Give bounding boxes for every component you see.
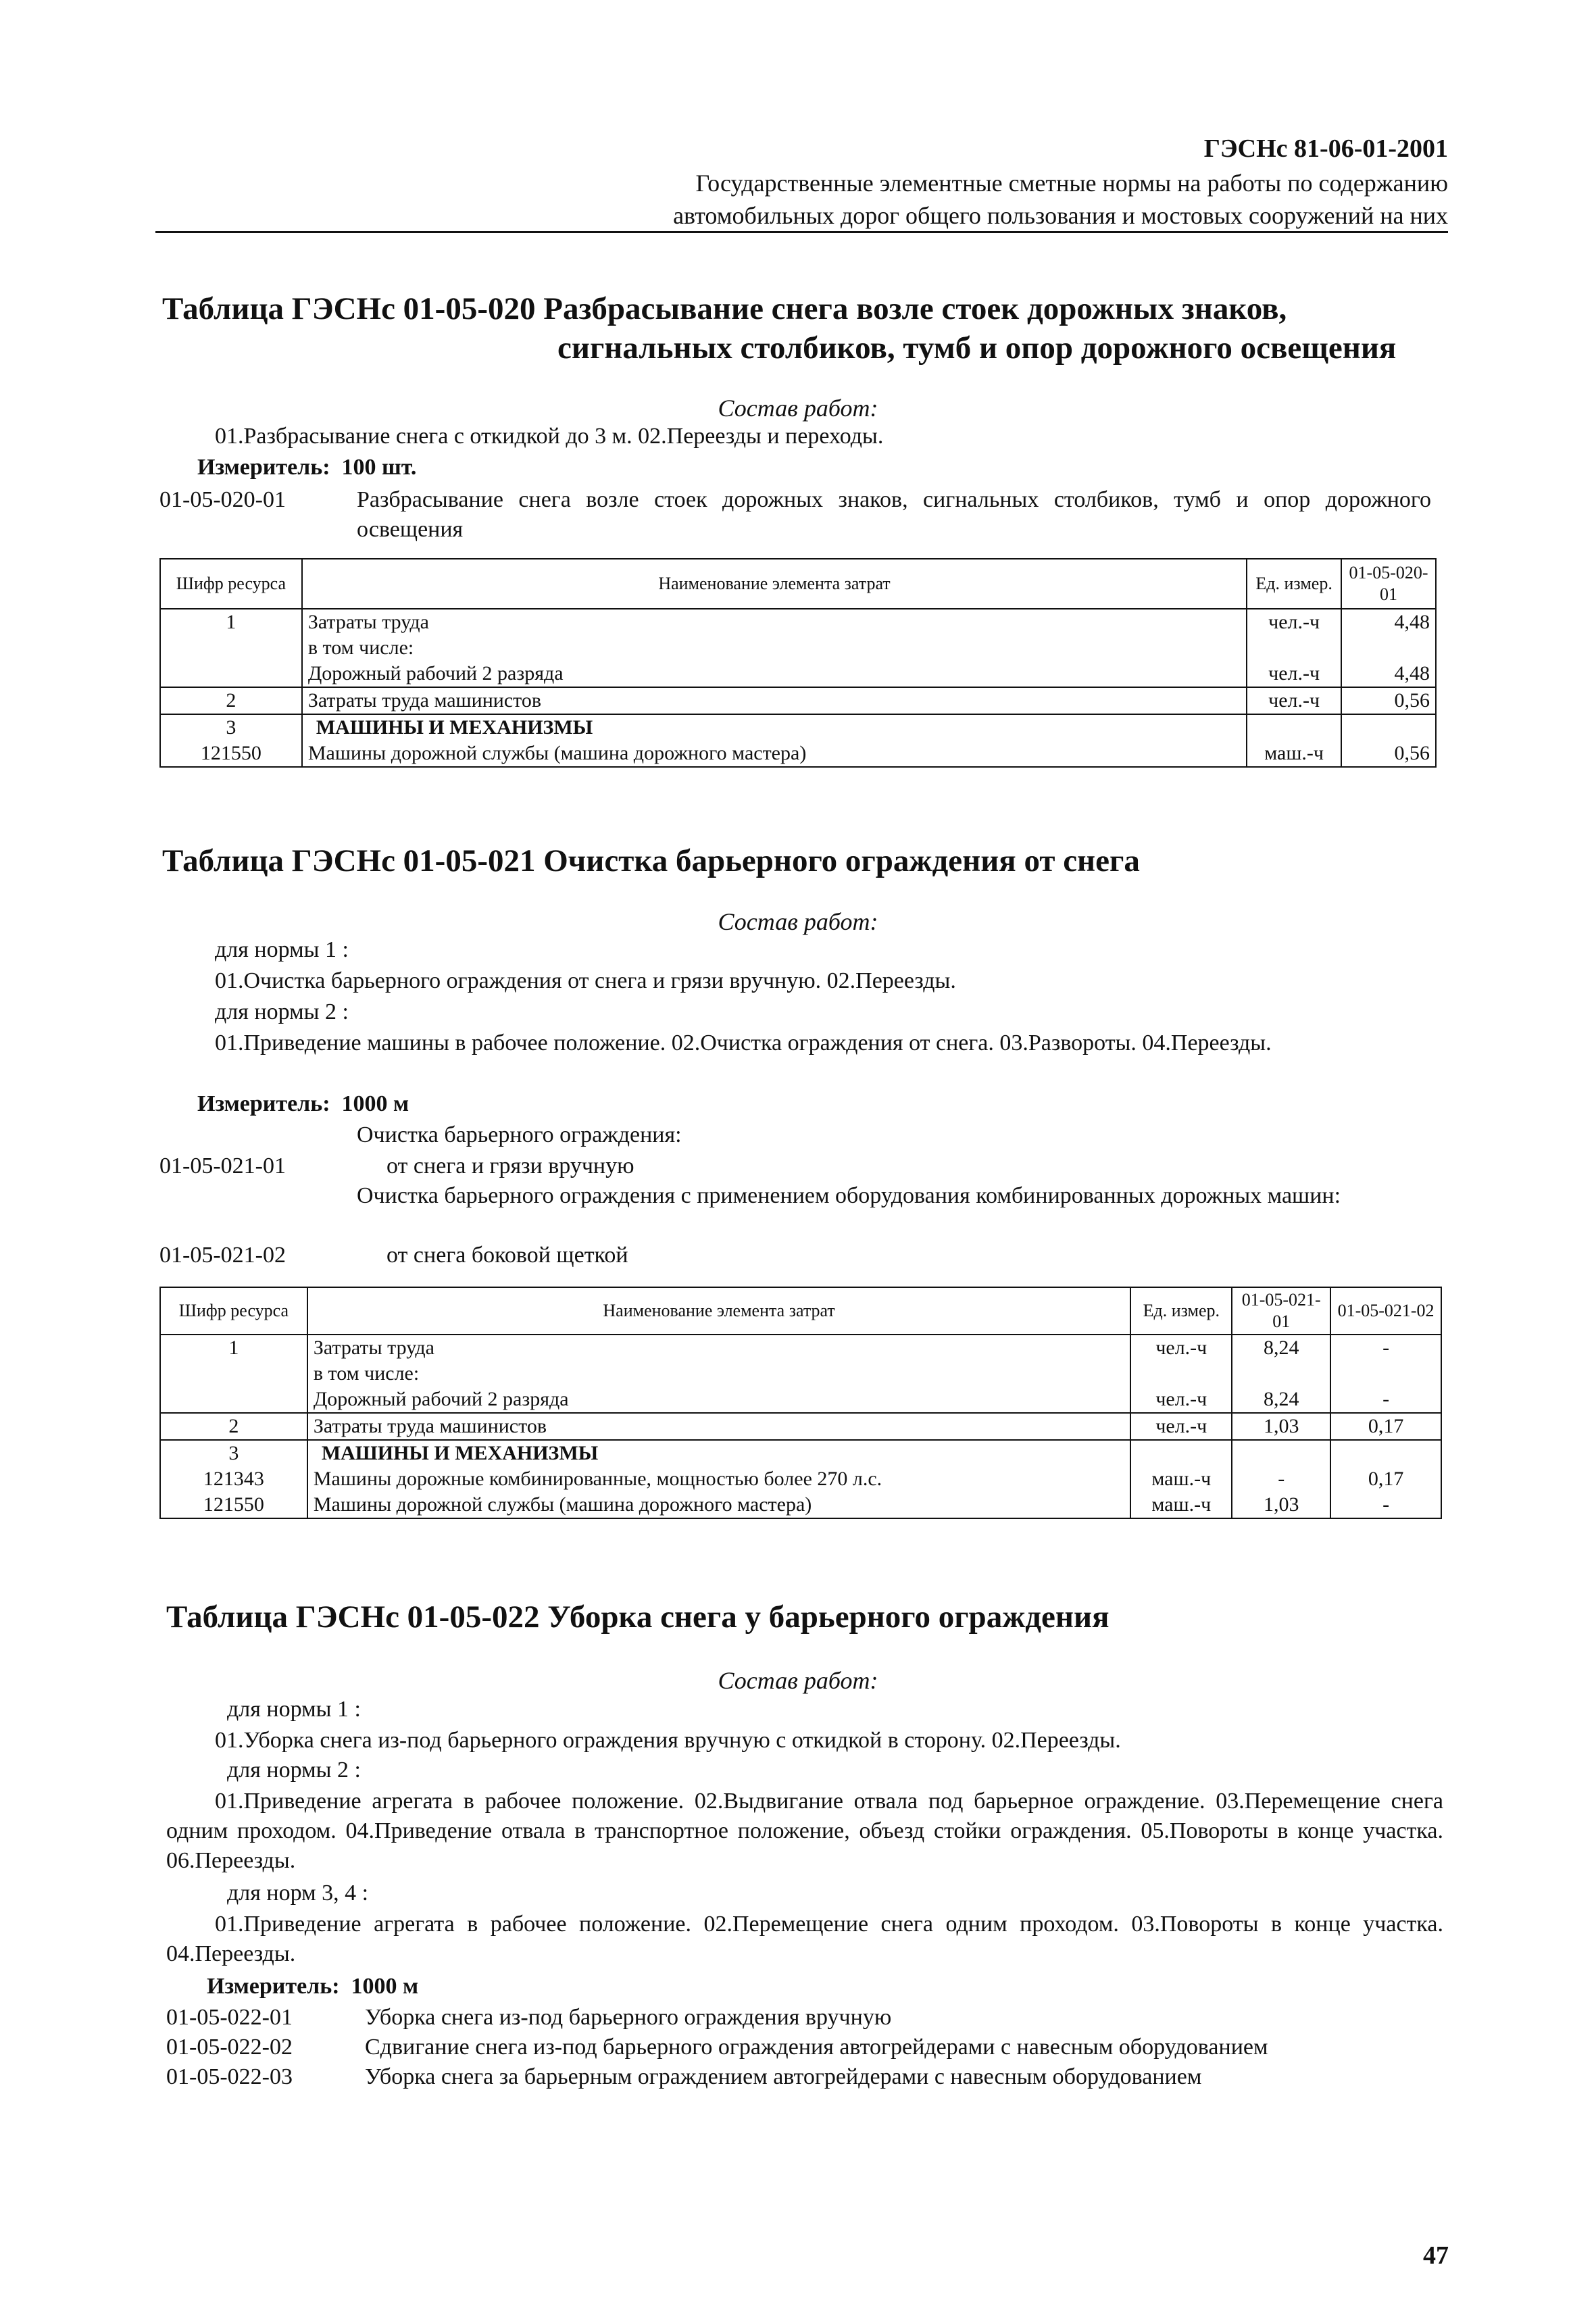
- table-row: [160, 609, 1436, 635]
- cell-name: Затраты труда машинистов: [307, 1413, 1131, 1440]
- cell-value: -: [1330, 1335, 1441, 1361]
- table-title-020: [162, 289, 1446, 368]
- table-title-021: Таблица ГЭСНс 01-05-021 Очистка барьерного ограждения от снега: [162, 843, 1140, 878]
- cell-value: 4,48: [1341, 609, 1436, 635]
- norm-1-label: для нормы 1 :: [215, 937, 349, 962]
- cell-value: [1232, 1361, 1330, 1387]
- cell-code: [160, 1361, 307, 1387]
- cell-unit: чел.-ч: [1247, 661, 1341, 687]
- cell-unit: [1247, 635, 1341, 661]
- document-code: ГЭСНс 81-06-01-2001: [1203, 134, 1448, 163]
- title-line-2: сигнальных столбиков, тумб и опор дорожного освещения: [557, 330, 1397, 366]
- cell-unit: чел.-ч: [1130, 1413, 1232, 1440]
- norm-description: Разбрасывание снега возле стоек дорожных знаков, сигнальных столбиков, тумб и опор дорожного освещения: [357, 487, 1431, 542]
- title-line-1: Таблица ГЭСНс 01-05-020 Разбрасывание снега возле стоек дорожных знаков,: [162, 291, 1287, 326]
- header-line-2: автомобильных дорог общего пользования и мостовых сооружений на них: [673, 202, 1448, 229]
- cell-code: 1: [160, 1335, 307, 1361]
- header-line-1: Государственные элементные сметные нормы на работы по содержанию: [695, 170, 1448, 197]
- table-row: [160, 714, 1436, 741]
- work-composition-heading: Состав работ:: [718, 908, 878, 935]
- col-header-code: Шифр ресурса: [160, 1287, 307, 1335]
- measure-unit: [197, 453, 416, 482]
- table-row: [160, 1387, 1441, 1413]
- cell-code: [160, 661, 302, 687]
- norm-34-works: 01.Приведение агрегата в рабочее положение. 02.Перемещение снега одним проходом. 03.Повороты в конце участка. 04.Переезды.: [166, 1912, 1443, 1966]
- cell-value: 0,17: [1330, 1466, 1441, 1492]
- cell-value: 1,03: [1232, 1492, 1330, 1518]
- table-row: [160, 687, 1436, 714]
- norm-1-works: 01.Очистка барьерного ограждения от снега и грязи вручную. 02.Переезды.: [215, 968, 956, 993]
- table-title-022: Таблица ГЭСНс 01-05-022 Уборка снега у барьерного ограждения: [166, 1599, 1109, 1635]
- cell-name: Затраты труда машинистов: [302, 687, 1247, 714]
- cell-name: в том числе:: [302, 635, 1247, 661]
- cell-code: 2: [160, 687, 302, 714]
- col-header-norm-1: 01-05-020-01: [1341, 559, 1436, 609]
- work-composition-heading: Состав работ:: [718, 395, 878, 422]
- cell-unit: [1247, 714, 1341, 741]
- table-row: [160, 1413, 1441, 1440]
- norm-2-works: 01.Приведение агрегата в рабочее положение. 02.Выдвигание отвала под барьерное ограждение. 03.Перемещение снега одним проходом. 04.Приведение отвала в транспортное положение, объезд стойки ограждения. 05.Повороты в конце участка. 06.Переезды.: [166, 1789, 1443, 1873]
- cell-value: [1341, 714, 1436, 741]
- table-header-row: [160, 1287, 1441, 1335]
- resource-table-021: [159, 1287, 1442, 1519]
- cell-name: Машины дорожные комбинированные, мощностью более 270 л.с.: [307, 1466, 1131, 1492]
- cell-name: Затраты труда: [307, 1335, 1131, 1361]
- table-row: [160, 635, 1436, 661]
- work-list: 01.Разбрасывание снега с откидкой до 3 м. 02.Переезды и переходы.: [215, 424, 884, 449]
- norm-description: от снега и грязи вручную: [386, 1153, 634, 1178]
- norm-code: 01-05-022-03: [166, 2064, 293, 2089]
- cell-code: 3: [160, 714, 302, 741]
- work-composition-heading: Состав работ:: [718, 1667, 878, 1694]
- col-header-unit: Ед. измер.: [1130, 1287, 1232, 1335]
- cell-name: Машины дорожной службы (машина дорожного мастера): [307, 1492, 1131, 1518]
- table-row: [160, 1466, 1441, 1492]
- cell-value: 1,03: [1232, 1413, 1330, 1440]
- cell-value: 8,24: [1232, 1387, 1330, 1413]
- cell-unit: чел.-ч: [1247, 609, 1341, 635]
- cell-value: [1341, 635, 1436, 661]
- cell-value: [1330, 1440, 1441, 1466]
- norm-2-label: для нормы 2 :: [215, 999, 349, 1024]
- norm-2-label: для нормы 2 :: [227, 1758, 361, 1783]
- cell-unit: чел.-ч: [1247, 687, 1341, 714]
- measure-unit: [207, 1972, 418, 2001]
- table-row: [160, 741, 1436, 767]
- col-header-name: Наименование элемента затрат: [302, 559, 1247, 609]
- cell-name: МАШИНЫ И МЕХАНИЗМЫ: [302, 714, 1247, 741]
- table-row: [160, 1361, 1441, 1387]
- cell-unit: [1130, 1440, 1232, 1466]
- cell-value: 0,17: [1330, 1413, 1441, 1440]
- resource-table-020: [159, 558, 1437, 768]
- table-row: [160, 1335, 1441, 1361]
- cell-name: Дорожный рабочий 2 разряда: [302, 661, 1247, 687]
- cell-value: [1330, 1361, 1441, 1387]
- norm-description: Сдвигание снега из-под барьерного ограждения автогрейдерами с навесным оборудованием: [365, 2035, 1268, 2060]
- norm-description: от снега боковой щеткой: [386, 1243, 628, 1268]
- cell-code: 2: [160, 1413, 307, 1440]
- cell-value: 8,24: [1232, 1335, 1330, 1361]
- cell-code: 121343: [160, 1466, 307, 1492]
- cell-code: 121550: [160, 1492, 307, 1518]
- cell-value: -: [1330, 1387, 1441, 1413]
- norm-code: 01-05-020-01: [159, 487, 286, 512]
- col-header-name: Наименование элемента затрат: [307, 1287, 1131, 1335]
- table-row: [160, 661, 1436, 687]
- cell-value: 4,48: [1341, 661, 1436, 687]
- measure-label: Измеритель:: [207, 1974, 340, 1999]
- cell-value: 0,56: [1341, 687, 1436, 714]
- measure-label: Измеритель:: [197, 1091, 330, 1116]
- norm-group-2: Очистка барьерного ограждения с применением оборудования комбинированных дорожных машин:: [357, 1183, 1341, 1208]
- norm-34-label: для норм 3, 4 :: [227, 1881, 369, 1906]
- measure-label: Измеритель:: [197, 455, 330, 480]
- norm-code: 01-05-021-01: [159, 1153, 286, 1178]
- measure-value: 1000 м: [341, 1091, 409, 1116]
- cell-code: [160, 1387, 307, 1413]
- col-header-norm-1: 01-05-021-01: [1232, 1287, 1330, 1335]
- col-header-code: Шифр ресурса: [160, 559, 302, 609]
- cell-unit: чел.-ч: [1130, 1387, 1232, 1413]
- cell-unit: чел.-ч: [1130, 1335, 1232, 1361]
- cell-unit: маш.-ч: [1247, 741, 1341, 767]
- measure-value: 100 шт.: [341, 455, 417, 480]
- cell-value: [1232, 1440, 1330, 1466]
- norm-group-1: Очистка барьерного ограждения:: [357, 1122, 682, 1147]
- cell-value: -: [1330, 1492, 1441, 1518]
- norm-code: 01-05-022-01: [166, 2005, 293, 2030]
- norm-description: Уборка снега за барьерным ограждением автогрейдерами с навесным оборудованием: [365, 2064, 1202, 2089]
- cell-value: 0,56: [1341, 741, 1436, 767]
- table-header-row: [160, 559, 1436, 609]
- header-divider: [155, 231, 1448, 233]
- cell-name: Дорожный рабочий 2 разряда: [307, 1387, 1131, 1413]
- norm-code: 01-05-021-02: [159, 1243, 286, 1268]
- cell-unit: [1130, 1361, 1232, 1387]
- norm-2-works: 01.Приведение машины в рабочее положение. 02.Очистка ограждения от снега. 03.Развороты. 04.Переезды.: [215, 1030, 1272, 1055]
- norm-description: Уборка снега из-под барьерного ограждения вручную: [365, 2005, 892, 2030]
- cell-unit: маш.-ч: [1130, 1466, 1232, 1492]
- cell-code: [160, 635, 302, 661]
- cell-value: -: [1232, 1466, 1330, 1492]
- norm-1-works: 01.Уборка снега из-под барьерного ограждения вручную с откидкой в сторону. 02.Переезды.: [215, 1728, 1121, 1753]
- cell-code: 1: [160, 609, 302, 635]
- cell-code: 3: [160, 1440, 307, 1466]
- cell-code: 121550: [160, 741, 302, 767]
- cell-unit: маш.-ч: [1130, 1492, 1232, 1518]
- table-row: [160, 1440, 1441, 1466]
- norm-1-label: для нормы 1 :: [227, 1697, 361, 1722]
- table-row: [160, 1492, 1441, 1518]
- measure-value: 1000 м: [351, 1974, 419, 1999]
- cell-name: Машины дорожной службы (машина дорожного мастера): [302, 741, 1247, 767]
- measure-unit: [197, 1089, 409, 1119]
- cell-name: МАШИНЫ И МЕХАНИЗМЫ: [307, 1440, 1131, 1466]
- cell-name: Затраты труда: [302, 609, 1247, 635]
- page-number: 47: [1423, 2241, 1449, 2270]
- norm-code: 01-05-022-02: [166, 2035, 293, 2060]
- col-header-norm-2: 01-05-021-02: [1330, 1287, 1441, 1335]
- cell-name: в том числе:: [307, 1361, 1131, 1387]
- col-header-unit: Ед. измер.: [1247, 559, 1341, 609]
